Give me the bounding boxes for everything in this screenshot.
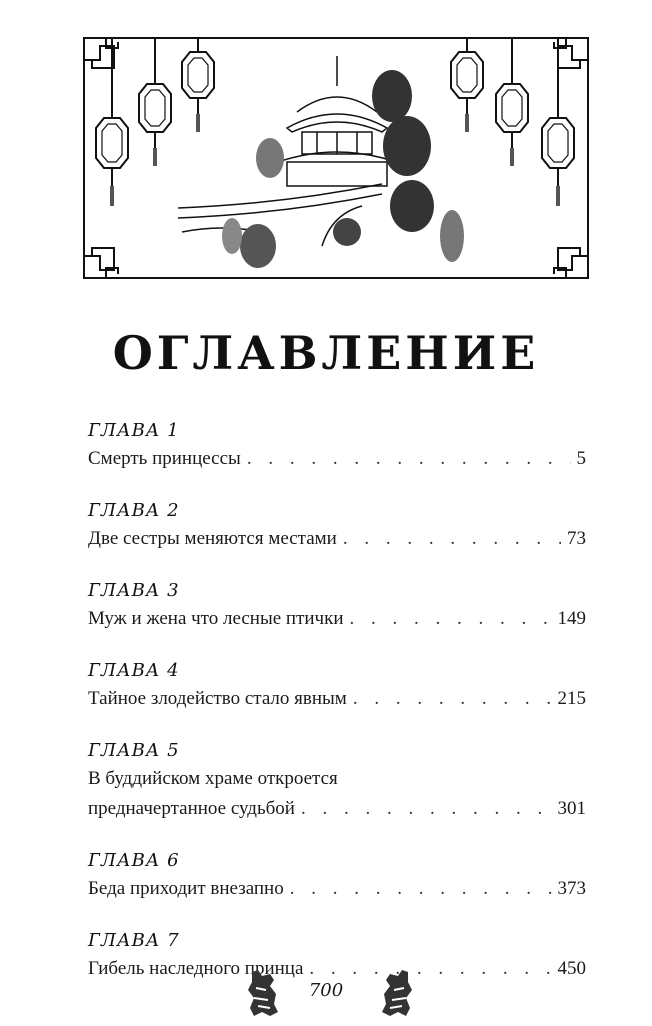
dot-leader [247,444,571,474]
lantern-icon [139,38,171,166]
chapter-title[interactable]: предначертанное судьбой [88,798,295,819]
chapter-label: ГЛАВА 5 [88,740,180,761]
toc-entry[interactable] [88,848,586,904]
lantern-icon [451,38,483,132]
dot-leader [350,604,552,634]
dot-leader [343,524,561,554]
tiger-icon [376,968,416,1018]
page-number: 373 [557,878,586,899]
toc-entry[interactable] [88,498,586,554]
header-illustration [82,36,590,280]
page-number-folio: 700 [308,980,344,1001]
page-number: 215 [557,688,586,709]
lantern-icon [182,38,214,132]
toc-entry[interactable] [88,658,586,714]
chapter-label: ГЛАВА 1 [88,420,180,441]
page-number: 73 [567,528,586,549]
dot-leader [301,794,552,824]
chapter-title[interactable]: Муж и жена что лесные птички [88,608,344,629]
toc-entry[interactable] [88,418,586,474]
chapter-title[interactable]: Гибель наследного принца [88,958,304,979]
chapter-title[interactable]: Две сестры меняются местами [88,528,337,549]
dot-leader [353,684,552,714]
page-number: 5 [576,448,586,469]
chapter-title[interactable]: Тайное злодейство стало явным [88,688,347,709]
toc-entry[interactable] [88,738,586,824]
page-title: ОГЛАВЛЕНИЕ [112,326,540,380]
lantern-icon [496,38,528,166]
table-of-contents [88,418,586,984]
chapter-title[interactable]: Смерть принцессы [88,448,241,469]
page-number: 301 [557,798,586,819]
lantern-icon [542,38,574,206]
tree-icon [222,70,464,268]
chapter-label: ГЛАВА 3 [88,580,180,601]
pagoda-landscape-icon [82,36,590,280]
page-number: 149 [557,608,586,629]
toc-entry[interactable] [88,578,586,634]
chapter-label: ГЛАВА 2 [88,500,180,521]
chapter-title-line1[interactable]: В буддийском храме откроется [88,768,338,789]
chapter-title[interactable]: Беда приходит внезапно [88,878,284,899]
page-number: 450 [557,958,586,979]
lantern-icon [96,38,128,206]
chapter-label: ГЛАВА 6 [88,850,180,871]
dot-leader [290,874,552,904]
page-footer [0,966,652,1020]
chapter-label: ГЛАВА 4 [88,660,180,681]
chapter-label: ГЛАВА 7 [88,930,180,951]
